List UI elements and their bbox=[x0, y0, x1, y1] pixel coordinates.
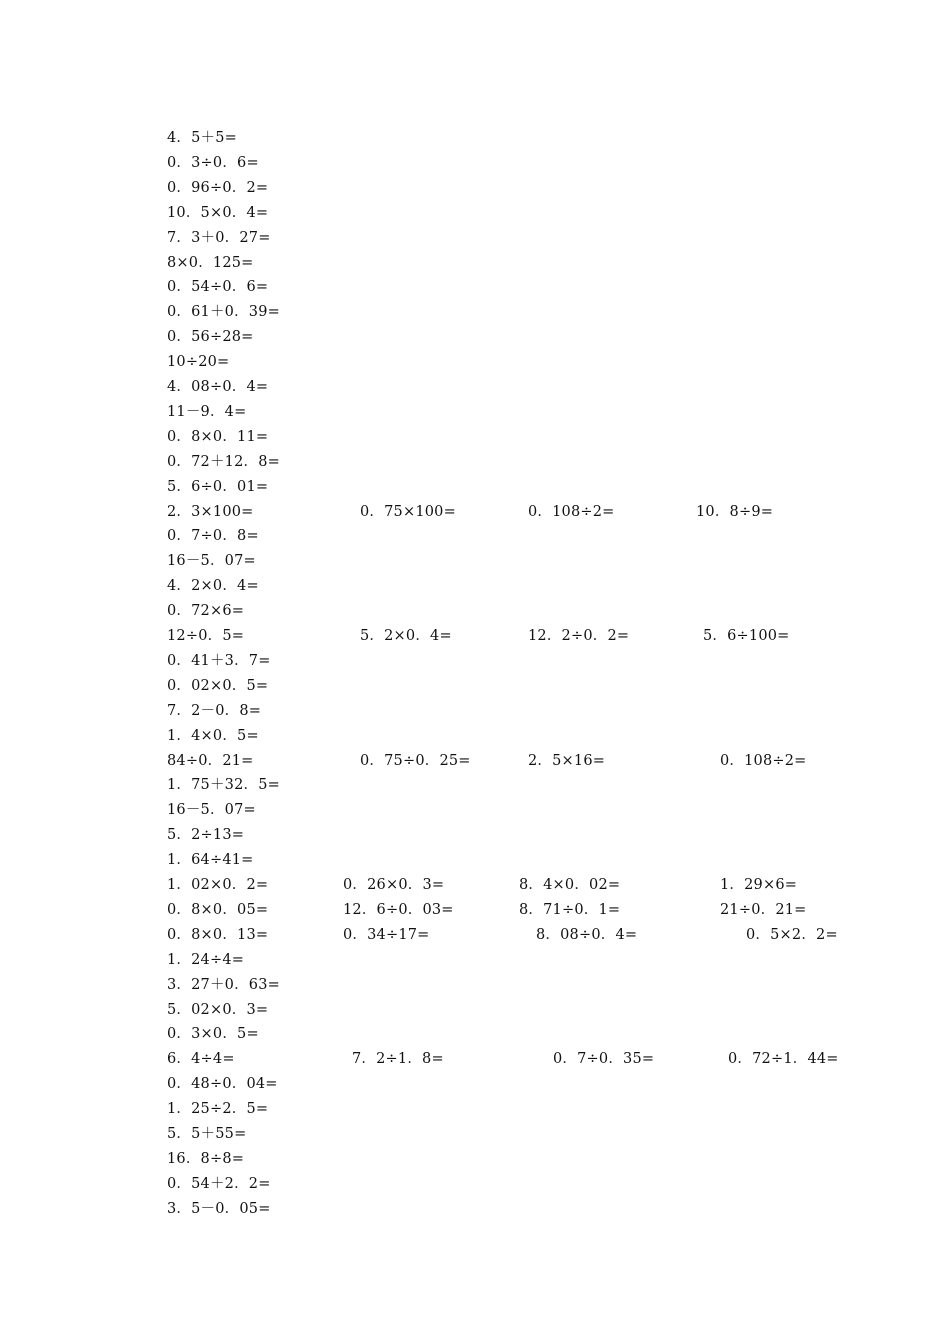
arithmetic-problem: 0．72÷1．44= bbox=[728, 1051, 839, 1068]
arithmetic-problem: 7．2÷1．8= bbox=[352, 1051, 444, 1068]
problem-row bbox=[0, 350, 950, 375]
arithmetic-problem: 5．02×0．3= bbox=[167, 1001, 269, 1018]
problem-row bbox=[0, 549, 950, 574]
problem-row bbox=[0, 724, 950, 749]
arithmetic-problem: 0．108÷2= bbox=[720, 752, 807, 769]
arithmetic-problem: 10．8÷9= bbox=[696, 503, 774, 520]
arithmetic-problem: 1．02×0．2= bbox=[167, 877, 269, 893]
problem-row bbox=[0, 948, 950, 973]
arithmetic-problem: 12．2÷0．2= bbox=[528, 628, 630, 644]
problem-row bbox=[0, 649, 950, 674]
problem-row bbox=[0, 151, 950, 176]
problem-row bbox=[0, 923, 950, 948]
problem-row bbox=[0, 300, 950, 325]
problem-row bbox=[0, 574, 950, 599]
arithmetic-problem: 2．5×16= bbox=[528, 752, 606, 769]
problem-row bbox=[0, 275, 950, 300]
problem-row bbox=[0, 699, 950, 724]
arithmetic-problem: 0．72＋12．8= bbox=[167, 453, 281, 470]
problem-row bbox=[0, 1097, 950, 1122]
arithmetic-problem: 0．02×0．5= bbox=[167, 677, 269, 694]
problem-row bbox=[0, 973, 950, 998]
arithmetic-problem: 12÷0．5= bbox=[167, 628, 245, 644]
problem-row bbox=[0, 524, 950, 549]
arithmetic-problem: 5．2÷13= bbox=[167, 827, 245, 844]
arithmetic-problem: 21÷0．21= bbox=[720, 901, 807, 918]
arithmetic-problem: 0．56÷28= bbox=[167, 329, 254, 346]
problem-row bbox=[0, 599, 950, 624]
arithmetic-problem: 8×0．125= bbox=[167, 254, 254, 271]
arithmetic-problem: 4．08÷0．4= bbox=[167, 379, 269, 395]
arithmetic-problem: 12．6÷0．03= bbox=[343, 901, 454, 918]
arithmetic-problem: 3．5－0．05= bbox=[167, 1200, 271, 1217]
arithmetic-problem: 0．54＋2．2= bbox=[167, 1175, 271, 1192]
problem-row bbox=[0, 798, 950, 823]
problem-row bbox=[0, 823, 950, 848]
arithmetic-problem: 0．8×0．05= bbox=[167, 901, 269, 918]
problem-row bbox=[0, 226, 950, 251]
arithmetic-problem: 1．64÷41= bbox=[167, 852, 254, 869]
arithmetic-problem: 6．4÷4= bbox=[167, 1051, 235, 1068]
arithmetic-problem: 1．29×6= bbox=[720, 877, 798, 893]
arithmetic-problem: 11－9．4= bbox=[167, 403, 247, 420]
problem-row bbox=[0, 475, 950, 500]
arithmetic-problem: 0．54÷0．6= bbox=[167, 279, 269, 296]
arithmetic-problem: 0．5×2．2= bbox=[746, 926, 838, 943]
arithmetic-problem: 8．08÷0．4= bbox=[536, 926, 638, 943]
arithmetic-problem: 4．2×0．4= bbox=[167, 578, 259, 595]
arithmetic-problem: 16－5．07= bbox=[167, 553, 256, 570]
arithmetic-problem: 0．75×100= bbox=[360, 503, 456, 520]
arithmetic-problem: 1．75＋32．5= bbox=[167, 777, 281, 794]
arithmetic-problem: 16－5．07= bbox=[167, 802, 256, 819]
arithmetic-problem: 0．41＋3．7= bbox=[167, 652, 271, 669]
arithmetic-problem: 0．108÷2= bbox=[528, 503, 615, 520]
problem-row bbox=[0, 375, 950, 400]
arithmetic-problem: 0．72×6= bbox=[167, 603, 245, 620]
problem-row bbox=[0, 251, 950, 276]
problem-row bbox=[0, 998, 950, 1023]
problem-row bbox=[0, 898, 950, 923]
arithmetic-problem: 5．6÷100= bbox=[703, 628, 790, 644]
arithmetic-problem: 0．61＋0．39= bbox=[167, 304, 281, 321]
problem-row bbox=[0, 674, 950, 699]
problem-row bbox=[0, 450, 950, 475]
problem-row bbox=[0, 1122, 950, 1147]
arithmetic-problem: 5．6÷0．01= bbox=[167, 478, 269, 495]
problem-row bbox=[0, 873, 950, 898]
arithmetic-problem: 0．3×0．5= bbox=[167, 1026, 259, 1043]
arithmetic-problem: 7．2－0．8= bbox=[167, 702, 262, 719]
problem-row bbox=[0, 126, 950, 151]
problem-row bbox=[0, 1197, 950, 1222]
arithmetic-problem: 0．34÷17= bbox=[343, 926, 430, 943]
arithmetic-problem: 5．5＋55= bbox=[167, 1126, 247, 1142]
arithmetic-problem: 10÷20= bbox=[167, 354, 230, 371]
problem-row bbox=[0, 1047, 950, 1072]
arithmetic-problem: 7．3＋0．27= bbox=[167, 229, 271, 246]
problem-row bbox=[0, 425, 950, 450]
arithmetic-problem: 84÷0．21= bbox=[167, 752, 254, 769]
arithmetic-problem: 8．71÷0．1= bbox=[519, 901, 621, 918]
arithmetic-problem: 0．96÷0．2= bbox=[167, 179, 269, 196]
arithmetic-problem: 10．5×0．4= bbox=[167, 204, 269, 221]
arithmetic-problem: 3．27＋0．63= bbox=[167, 976, 281, 993]
arithmetic-problem: 0．75÷0．25= bbox=[360, 752, 471, 769]
arithmetic-problem: 1．4×0．5= bbox=[167, 727, 259, 744]
arithmetic-problem: 0．26×0．3= bbox=[343, 877, 445, 893]
problem-row bbox=[0, 1172, 950, 1197]
arithmetic-problem: 4．5＋5= bbox=[167, 130, 238, 146]
arithmetic-problem: 16．8÷8= bbox=[167, 1150, 245, 1167]
arithmetic-problem: 8．4×0．02= bbox=[519, 877, 621, 893]
problem-row bbox=[0, 500, 950, 525]
problem-row bbox=[0, 400, 950, 425]
problem-row bbox=[0, 201, 950, 226]
arithmetic-problem: 1．24÷4= bbox=[167, 951, 245, 968]
problem-row bbox=[0, 848, 950, 873]
problem-row bbox=[0, 749, 950, 774]
arithmetic-problem: 0．8×0．13= bbox=[167, 926, 269, 943]
problem-row bbox=[0, 176, 950, 201]
problem-row bbox=[0, 1147, 950, 1172]
problem-row bbox=[0, 1072, 950, 1097]
problem-row bbox=[0, 624, 950, 649]
arithmetic-problem: 2．3×100= bbox=[167, 503, 254, 520]
arithmetic-problem: 0．8×0．11= bbox=[167, 428, 269, 445]
arithmetic-problem: 1．25÷2．5= bbox=[167, 1101, 269, 1118]
problem-row bbox=[0, 773, 950, 798]
arithmetic-problem: 5．2×0．4= bbox=[360, 628, 452, 644]
arithmetic-problem: 0．48÷0．04= bbox=[167, 1076, 278, 1093]
problem-row bbox=[0, 1022, 950, 1047]
arithmetic-problem: 0．7÷0．8= bbox=[167, 528, 259, 545]
arithmetic-problem: 0．3÷0．6= bbox=[167, 154, 259, 171]
arithmetic-problem: 0．7÷0．35= bbox=[553, 1051, 655, 1068]
problem-row bbox=[0, 325, 950, 350]
